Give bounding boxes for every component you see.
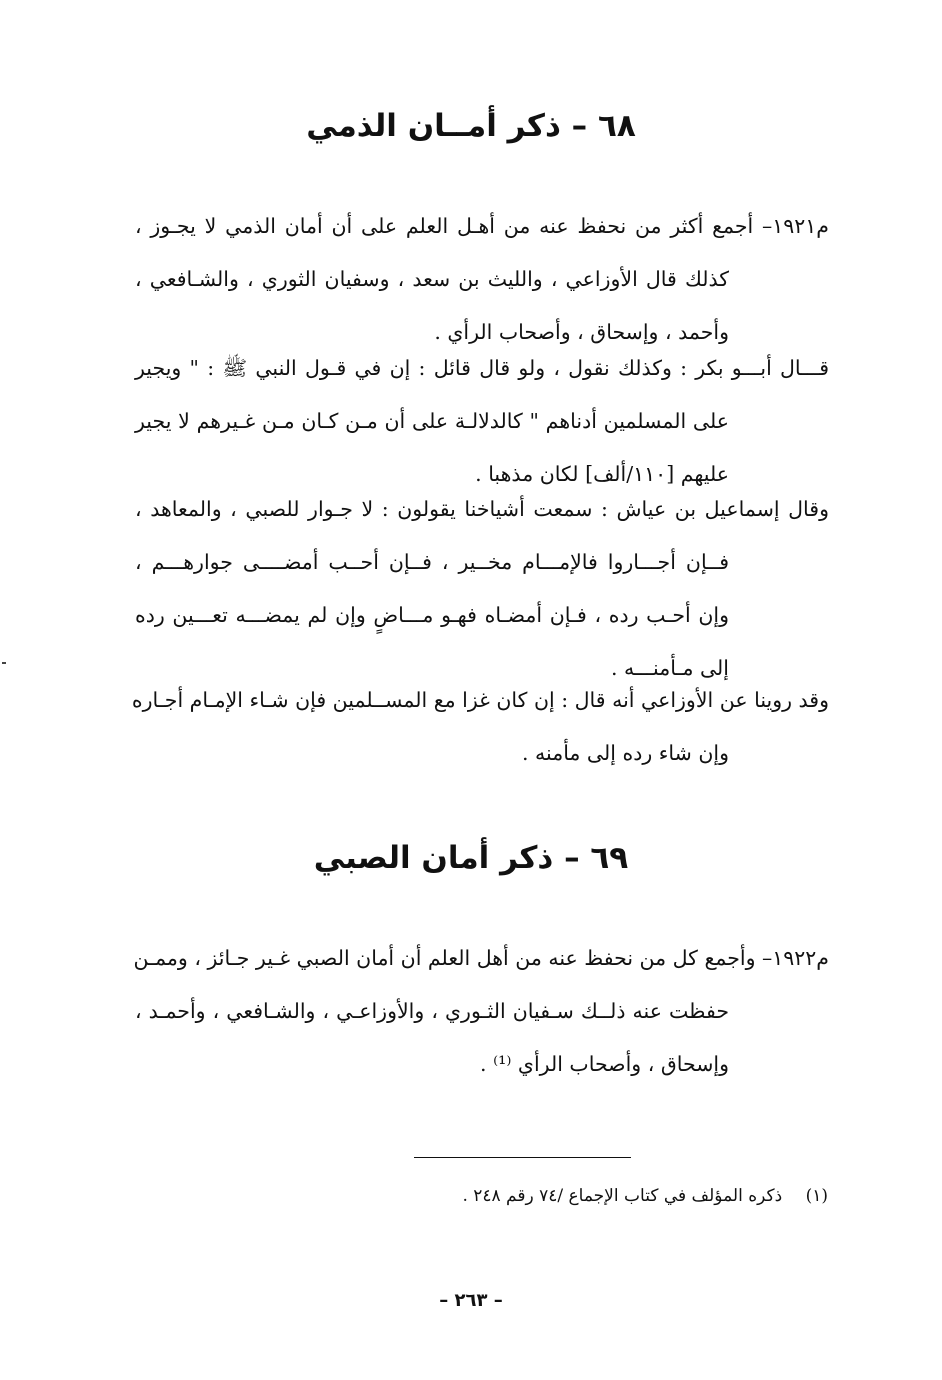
page-number: – ٢٦٣ – xyxy=(439,1290,503,1311)
text-line: وإن أحـب رده ، فـإن أمضـاه فهـو مـــاضٍ وإن لم يمضـــه تعـــين رده xyxy=(135,603,729,627)
text-line: وقد روينا عن الأوزاعي أنه قال : إن كان غزا مع المســلمين فإن شـاء الإمـام أجـاره xyxy=(131,688,829,712)
text-line: وقال إسماعيل بن عياش : سمعت أشياخنا يقولون : لا جـوار للصبي ، والمعاهد ، xyxy=(135,497,829,521)
text-line: قـــال أبـــو بكر : وكذلك نقول ، ولو قال قائل : إن في قـول النبي ﷺ : " ويجير xyxy=(135,356,829,380)
text-line: م١٩٢٢– وأجمع كل من نحفظ عنه من أهل العلم أن أمان الصبي غـير جـائز ، وممـن xyxy=(133,946,829,970)
footnote-divider xyxy=(414,1157,631,1158)
footnote xyxy=(462,1180,828,1212)
paragraph-awzai xyxy=(131,674,829,780)
text-line: كذلك قال الأوزاعي ، والليث بن سعد ، وسفيان الثوري ، والشـافعي ، xyxy=(135,267,729,291)
text-line: وإسحاق ، وأصحاب الرأي ⁽¹⁾ . xyxy=(480,1052,729,1076)
section-heading-68: ٦٨ – ذكر أمــان الذمي xyxy=(306,108,636,144)
text-line: على المسلمين أدناهم " كالدلالـة على أن مـن كـان مـن غـيرهم لا يجير xyxy=(135,409,729,433)
text-line: عليهم [١١٠/ألف] لكان مذهبا . xyxy=(475,462,729,486)
text-line: إلى مـأمنـــه . xyxy=(611,656,729,680)
scan-speck xyxy=(2,662,6,664)
section-heading-69: ٦٩ – ذكر أمان الصبي xyxy=(313,840,629,876)
text-line: فــإن أجـــاروا فالإمـــام مخــير ، فــإن أحــب أمضــــى جوارهـــم ، xyxy=(135,550,729,574)
text-line: حفظت عنه ذلــك سـفيان الثـوري ، والأوزاعـي ، والشـافعي ، وأحمـد ، xyxy=(135,999,729,1023)
text-line: وإن شاء رده إلى مأمنه . xyxy=(522,741,729,765)
paragraph-1922 xyxy=(135,932,829,1091)
footnote-number: (١) xyxy=(805,1186,828,1206)
footnote-text: ذكره المؤلف في كتاب الإجماع /٧٤ رقم ٢٤٨ . xyxy=(462,1186,783,1206)
paragraph-1921 xyxy=(135,200,829,359)
paragraph-ismail xyxy=(135,483,829,695)
text-line: وأحمد ، وإسحاق ، وأصحاب الرأي . xyxy=(434,320,729,344)
paragraph-abu-bakr xyxy=(135,342,829,501)
text-line: م١٩٢١– أجمع أكثر من نحفظ عنه من أهـل العلم على أن أمان الذمي لا يجـوز ، xyxy=(135,214,829,238)
